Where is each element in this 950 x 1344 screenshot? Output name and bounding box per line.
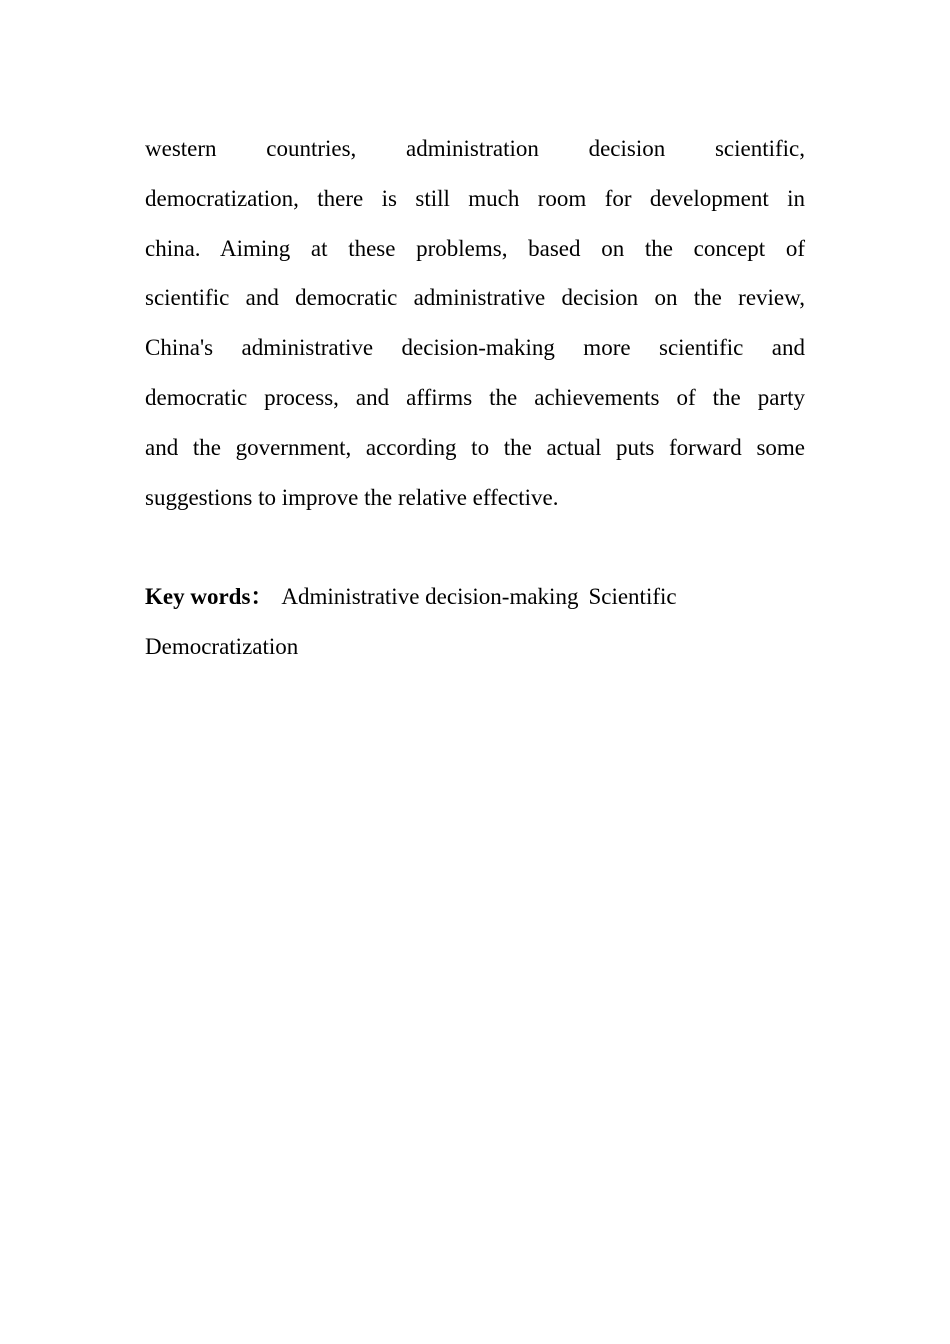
abstract-line: China's administrative decision-making more scientific and (145, 335, 805, 361)
keyword-item: Democratization (145, 633, 299, 659)
abstract-line: scientific and democratic administrative decision on the review, (145, 285, 805, 311)
keyword-item: Administrative decision-making (281, 584, 579, 610)
abstract-line: china. Aiming at these problems, based on the concept of (145, 235, 805, 261)
abstract-line: suggestions to improve the relative effective. (145, 484, 559, 510)
abstract-section (145, 124, 805, 672)
paragraph-spacer (145, 522, 805, 572)
keyword-item: Scientific (588, 584, 677, 610)
abstract-line: western countries, administration decision scientific, (145, 136, 805, 161)
abstract-line: democratization, there is still much room for development in (145, 185, 805, 211)
keywords-label: Key words： (145, 584, 274, 610)
abstract-line: democratic process, and affirms the achievements of the party (145, 384, 805, 410)
abstract-line: and the government, according to the actual puts forward some (145, 434, 805, 460)
keywords-line (145, 572, 805, 622)
